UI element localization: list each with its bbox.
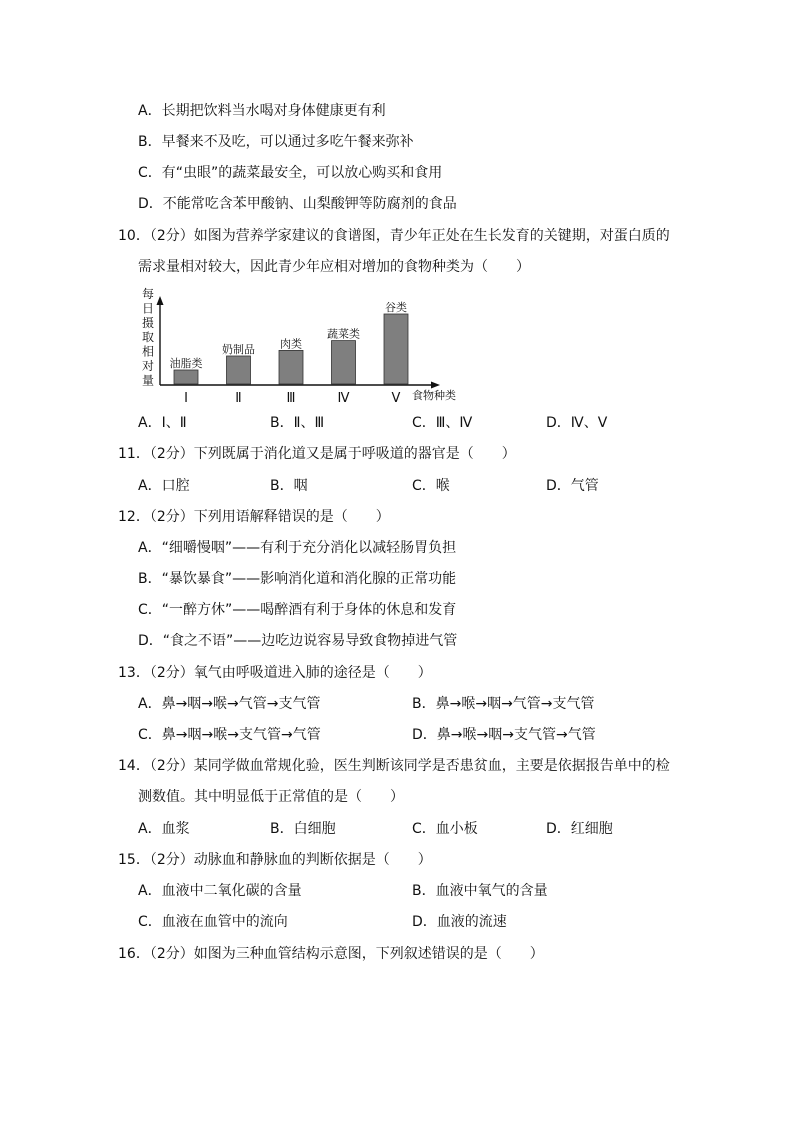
chart-x-tick-label: Ⅱ	[235, 391, 242, 406]
chart-bar-label: 蔬菜类	[327, 327, 360, 341]
q9-option-b: B．早餐来不及吃，可以通过多吃午餐来弥补	[138, 134, 414, 150]
q11-option-b: B．咽	[270, 478, 308, 494]
chart-bar-label: 奶制品	[222, 343, 255, 356]
chart-y-axis-label-char: 相	[142, 344, 155, 359]
q12-option-d: D．“食之不语”——边吃边说容易导致食物掉进气管	[138, 633, 458, 649]
q15-option-a: A．血液中二氧化碳的含量	[138, 883, 302, 899]
chart-bar-label: 谷类	[385, 301, 407, 314]
chart-x-tick-label: Ⅳ	[337, 391, 350, 406]
chart-y-axis-label-char: 对	[142, 359, 155, 373]
chart-y-axis-label-char: 取	[142, 330, 155, 345]
q11-option-c: C．喉	[412, 478, 450, 494]
chart-y-axis-arrow	[157, 296, 164, 305]
chart-bar	[279, 350, 303, 384]
chart-y-axis-label	[142, 286, 154, 387]
q14-option-c: C．血小板	[412, 821, 478, 837]
q15-option-c: C．血液在血管中的流向	[138, 914, 288, 930]
q13-option-c: C．鼻→咽→喉→支气管→气管	[138, 727, 321, 743]
chart-bar	[227, 356, 251, 384]
q9-option-a: A．长期把饮料当水喝对身体健康更有利	[138, 103, 386, 119]
q15-option-d: D．血液的流速	[412, 914, 507, 930]
q10-stem-line1: 10．（2分）如图为营养学家建议的食谱图，青少年正处在生长发育的关键期，对蛋白质的	[118, 228, 670, 244]
chart-x-tick-label: Ⅰ	[184, 391, 188, 406]
q10-option-a: A．Ⅰ、Ⅱ	[138, 415, 187, 431]
q15-option-b: B．血液中氧气的含量	[412, 883, 548, 899]
q9-option-c: C．有“虫眼”的蔬菜最安全，可以放心购买和食用	[138, 165, 443, 181]
q10-option-b: B．Ⅱ、Ⅲ	[270, 415, 325, 431]
chart-bar	[332, 341, 356, 384]
q10-stem-line2: 需求量相对较大，因此青少年应相对增加的食物种类为（ ）	[138, 259, 530, 275]
q11-option-a: A．口腔	[138, 478, 190, 494]
q15-stem: 15．（2分）动脉血和静脉血的判断依据是（ ）	[118, 852, 432, 868]
chart-y-axis-label-char: 每	[142, 287, 155, 301]
q14-option-a: A．血浆	[138, 821, 190, 837]
q11-option-d: D．气管	[546, 478, 599, 494]
q16-stem: 16．（2分）如图为三种血管结构示意图，下列叙述错误的是（ ）	[118, 946, 544, 962]
chart-y-axis-label-char: 摄	[142, 315, 155, 330]
chart-x-axis-label: 食物种类	[412, 389, 456, 402]
q13-option-d: D．鼻→喉→咽→支气管→气管	[412, 727, 596, 743]
q14-stem-line2: 测数值。其中明显低于正常值的是（ ）	[138, 789, 404, 805]
q10-option-c: C．Ⅲ、Ⅳ	[412, 415, 473, 431]
q10-option-d: D．Ⅳ、Ⅴ	[546, 415, 608, 431]
chart-y-axis-label-char: 日	[142, 301, 155, 316]
q13-option-a: A．鼻→咽→喉→气管→支气管	[138, 696, 321, 712]
q12-option-b: B．“暴饮暴食”——影响消化道和消化腺的正常功能	[138, 571, 457, 587]
chart-bar-label: 油脂类	[169, 357, 203, 370]
q14-option-b: B．白细胞	[270, 821, 336, 837]
q12-stem: 12．（2分）下列用语解释错误的是（ ）	[118, 509, 390, 525]
chart-bar-label: 肉类	[280, 337, 302, 351]
q12-option-a: A．“细嚼慢咽”——有利于充分消化以减轻肠胃负担	[138, 540, 457, 556]
q13-option-b: B．鼻→喉→咽→气管→支气管	[412, 696, 595, 712]
q14-option-d: D．红细胞	[546, 821, 613, 837]
q14-stem-line1: 14．（2分）某同学做血常规化验，医生判断该同学是否患贫血，主要是依据报告单中的检	[118, 758, 670, 774]
chart-x-tick-label: Ⅲ	[286, 391, 296, 406]
q11-stem: 11．（2分）下列既属于消化道又是属于呼吸道的器官是（ ）	[118, 446, 516, 462]
q12-option-c: C．“一醉方休”——喝醉酒有利于身体的休息和发育	[138, 602, 457, 618]
q9-option-d: D．不能常吃含苯甲酸钠、山梨酸钾等防腐剂的食品	[138, 196, 457, 212]
q13-stem: 13．（2分）氧气由呼吸道进入肺的途径是（ ）	[118, 665, 432, 681]
chart-bar	[174, 370, 198, 384]
chart-x-tick-label: Ⅴ	[391, 391, 401, 406]
chart-bar	[384, 314, 408, 384]
chart-x-axis-arrow	[431, 382, 440, 389]
food-bar-chart	[138, 286, 468, 408]
chart-y-axis-label-char: 量	[142, 373, 155, 388]
